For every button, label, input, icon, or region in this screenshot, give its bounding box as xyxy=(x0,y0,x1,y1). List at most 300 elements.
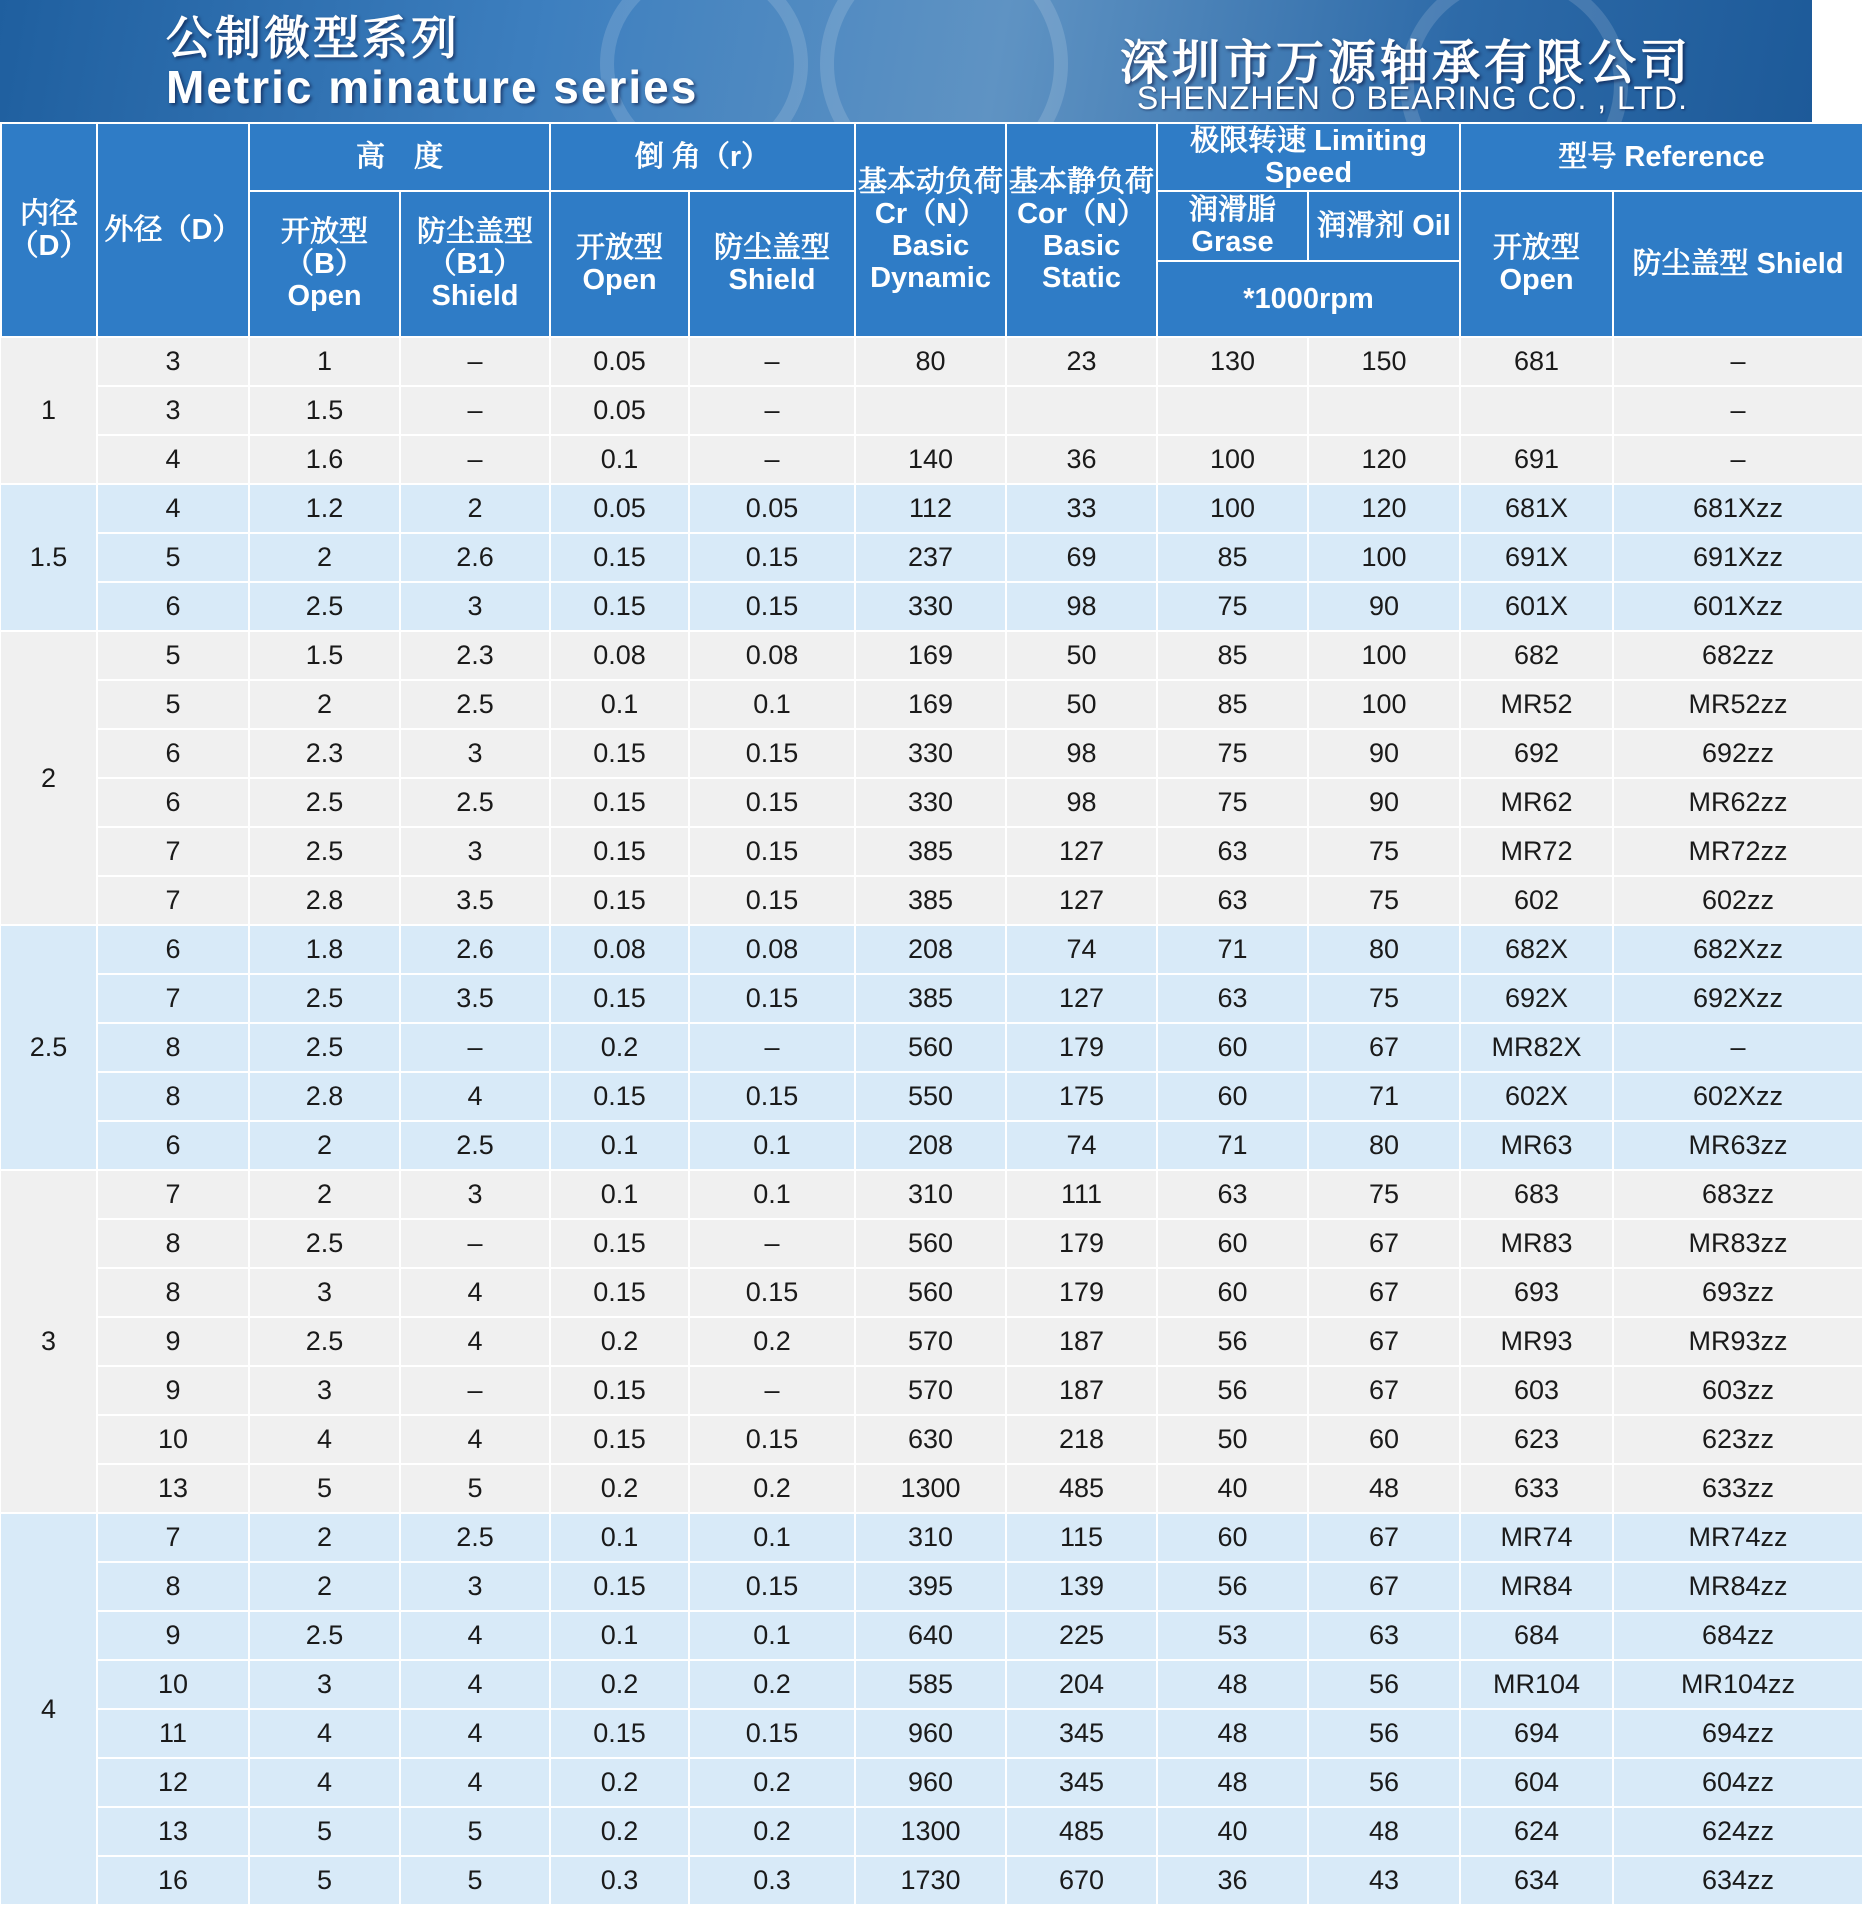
table-row xyxy=(1,1072,1863,1121)
cell-chamfer-shield: 0.1 xyxy=(689,1121,855,1170)
cell-ref-shield: 601Xzz xyxy=(1613,582,1863,631)
cell-height-open: 2.5 xyxy=(249,582,400,631)
cell-speed-oil: 67 xyxy=(1308,1366,1460,1415)
header-height-open: 开放型（B）Open xyxy=(249,191,400,337)
cell-height-shield: 5 xyxy=(400,1807,550,1856)
bearing-spec-table xyxy=(0,122,1864,1906)
cell-dynamic-load: 1300 xyxy=(855,1464,1006,1513)
cell-inner-diameter: 2 xyxy=(1,631,97,925)
cell-dynamic-load: 330 xyxy=(855,778,1006,827)
table-row xyxy=(1,1219,1863,1268)
cell-chamfer-open: 0.1 xyxy=(550,680,689,729)
cell-height-shield: 2.6 xyxy=(400,533,550,582)
cell-dynamic-load: 960 xyxy=(855,1709,1006,1758)
cell-chamfer-open: 0.1 xyxy=(550,1611,689,1660)
cell-dynamic-load: 560 xyxy=(855,1268,1006,1317)
cell-chamfer-shield: 0.3 xyxy=(689,1856,855,1905)
header-outer-diameter: 外径（D） xyxy=(97,123,249,337)
cell-outer-diameter: 6 xyxy=(97,925,249,974)
cell-chamfer-shield: 0.2 xyxy=(689,1660,855,1709)
cell-outer-diameter: 11 xyxy=(97,1709,249,1758)
cell-height-shield: 4 xyxy=(400,1268,550,1317)
cell-speed-grease: 48 xyxy=(1157,1660,1308,1709)
cell-ref-shield: MR72zz xyxy=(1613,827,1863,876)
cell-speed-grease: 63 xyxy=(1157,827,1308,876)
cell-speed-grease: 71 xyxy=(1157,1121,1308,1170)
cell-chamfer-shield: 0.15 xyxy=(689,1268,855,1317)
table-row xyxy=(1,484,1863,533)
cell-ref-shield: – xyxy=(1613,1023,1863,1072)
header-limiting-speed: 极限转速 Limiting Speed xyxy=(1157,123,1460,191)
cell-ref-open: 624 xyxy=(1460,1807,1613,1856)
table-row xyxy=(1,1464,1863,1513)
cell-chamfer-open: 0.05 xyxy=(550,484,689,533)
table-row xyxy=(1,1709,1863,1758)
cell-ref-open: MR82X xyxy=(1460,1023,1613,1072)
cell-speed-oil: 75 xyxy=(1308,974,1460,1023)
cell-static-load: 139 xyxy=(1006,1562,1157,1611)
series-title-cn: 公制微型系列 xyxy=(166,12,460,64)
cell-outer-diameter: 8 xyxy=(97,1023,249,1072)
cell-inner-diameter: 4 xyxy=(1,1513,97,1905)
cell-speed-oil: 56 xyxy=(1308,1660,1460,1709)
cell-speed-oil: 75 xyxy=(1308,1170,1460,1219)
cell-height-shield: 5 xyxy=(400,1464,550,1513)
cell-ref-shield: 602zz xyxy=(1613,876,1863,925)
cell-speed-grease: 63 xyxy=(1157,1170,1308,1219)
cell-height-shield: 2.5 xyxy=(400,778,550,827)
cell-speed-grease: 100 xyxy=(1157,484,1308,533)
cell-inner-diameter: 2.5 xyxy=(1,925,97,1170)
cell-static-load: 345 xyxy=(1006,1709,1157,1758)
cell-dynamic-load: 330 xyxy=(855,729,1006,778)
cell-speed-oil: 56 xyxy=(1308,1758,1460,1807)
cell-speed-grease: 56 xyxy=(1157,1562,1308,1611)
cell-outer-diameter: 4 xyxy=(97,435,249,484)
cell-ref-shield: 624zz xyxy=(1613,1807,1863,1856)
cell-chamfer-open: 0.2 xyxy=(550,1023,689,1072)
cell-speed-oil: 100 xyxy=(1308,631,1460,680)
cell-speed-grease xyxy=(1157,386,1308,435)
cell-speed-oil: 80 xyxy=(1308,1121,1460,1170)
cell-chamfer-shield: – xyxy=(689,1366,855,1415)
cell-height-shield: 2.5 xyxy=(400,1513,550,1562)
cell-ref-open: 623 xyxy=(1460,1415,1613,1464)
cell-static-load: 187 xyxy=(1006,1366,1157,1415)
header-chamfer: 倒 角（r） xyxy=(550,123,855,191)
company-name-cn: 深圳市万源轴承有限公司 xyxy=(1119,37,1692,90)
cell-static-load: 179 xyxy=(1006,1023,1157,1072)
cell-height-open: 3 xyxy=(249,1660,400,1709)
cell-chamfer-open: 0.2 xyxy=(550,1317,689,1366)
table-row xyxy=(1,680,1863,729)
cell-ref-shield: 604zz xyxy=(1613,1758,1863,1807)
cell-ref-open: 684 xyxy=(1460,1611,1613,1660)
cell-static-load: 74 xyxy=(1006,1121,1157,1170)
cell-ref-open: 681 xyxy=(1460,337,1613,386)
cell-dynamic-load: 310 xyxy=(855,1170,1006,1219)
cell-chamfer-shield: 0.1 xyxy=(689,1611,855,1660)
cell-speed-oil: 67 xyxy=(1308,1268,1460,1317)
cell-speed-oil: 90 xyxy=(1308,778,1460,827)
cell-height-open: 2 xyxy=(249,1513,400,1562)
cell-inner-diameter: 3 xyxy=(1,1170,97,1513)
cell-chamfer-open: 0.15 xyxy=(550,827,689,876)
cell-ref-open: 633 xyxy=(1460,1464,1613,1513)
cell-outer-diameter: 6 xyxy=(97,1121,249,1170)
header-reference: 型号 Reference xyxy=(1460,123,1863,191)
cell-chamfer-shield: 0.15 xyxy=(689,729,855,778)
cell-ref-shield: 694zz xyxy=(1613,1709,1863,1758)
cell-chamfer-shield: – xyxy=(689,435,855,484)
cell-height-shield: 2.5 xyxy=(400,680,550,729)
cell-dynamic-load: 395 xyxy=(855,1562,1006,1611)
cell-chamfer-open: 0.15 xyxy=(550,1268,689,1317)
cell-chamfer-shield: 0.2 xyxy=(689,1758,855,1807)
cell-speed-grease: 85 xyxy=(1157,680,1308,729)
cell-ref-open: MR74 xyxy=(1460,1513,1613,1562)
series-title-en: Metric minature series xyxy=(166,61,699,113)
cell-height-open: 5 xyxy=(249,1807,400,1856)
cell-speed-oil: 67 xyxy=(1308,1023,1460,1072)
cell-height-open: 4 xyxy=(249,1415,400,1464)
cell-outer-diameter: 6 xyxy=(97,729,249,778)
cell-height-open: 1.5 xyxy=(249,631,400,680)
cell-speed-grease: 75 xyxy=(1157,582,1308,631)
cell-height-open: 2.5 xyxy=(249,827,400,876)
cell-outer-diameter: 3 xyxy=(97,386,249,435)
cell-outer-diameter: 12 xyxy=(97,1758,249,1807)
cell-static-load: 111 xyxy=(1006,1170,1157,1219)
cell-ref-shield: 602Xzz xyxy=(1613,1072,1863,1121)
cell-outer-diameter: 10 xyxy=(97,1660,249,1709)
cell-height-open: 1.8 xyxy=(249,925,400,974)
cell-ref-open: MR62 xyxy=(1460,778,1613,827)
cell-dynamic-load: 630 xyxy=(855,1415,1006,1464)
table-row xyxy=(1,435,1863,484)
cell-ref-open: 693 xyxy=(1460,1268,1613,1317)
cell-chamfer-shield: 0.15 xyxy=(689,876,855,925)
table-row xyxy=(1,1023,1863,1072)
cell-chamfer-open: 0.2 xyxy=(550,1807,689,1856)
cell-height-shield: – xyxy=(400,435,550,484)
cell-ref-shield: 682zz xyxy=(1613,631,1863,680)
cell-dynamic-load: 1300 xyxy=(855,1807,1006,1856)
cell-outer-diameter: 9 xyxy=(97,1366,249,1415)
cell-height-shield: – xyxy=(400,1023,550,1072)
cell-height-open: 2.5 xyxy=(249,778,400,827)
cell-height-open: 1.6 xyxy=(249,435,400,484)
cell-outer-diameter: 5 xyxy=(97,680,249,729)
cell-ref-open: 604 xyxy=(1460,1758,1613,1807)
cell-chamfer-shield: 0.15 xyxy=(689,1709,855,1758)
cell-ref-shield: 683zz xyxy=(1613,1170,1863,1219)
cell-speed-grease: 71 xyxy=(1157,925,1308,974)
cell-height-open: 2.8 xyxy=(249,1072,400,1121)
cell-height-shield: 3.5 xyxy=(400,876,550,925)
cell-chamfer-shield: 0.15 xyxy=(689,533,855,582)
cell-speed-grease: 60 xyxy=(1157,1072,1308,1121)
cell-height-shield: 4 xyxy=(400,1072,550,1121)
cell-dynamic-load: 140 xyxy=(855,435,1006,484)
cell-height-open: 1 xyxy=(249,337,400,386)
cell-ref-shield: MR62zz xyxy=(1613,778,1863,827)
cell-static-load: 187 xyxy=(1006,1317,1157,1366)
cell-chamfer-open: 0.2 xyxy=(550,1758,689,1807)
cell-chamfer-shield: 0.2 xyxy=(689,1464,855,1513)
cell-static-load: 98 xyxy=(1006,778,1157,827)
cell-static-load: 69 xyxy=(1006,533,1157,582)
cell-outer-diameter: 7 xyxy=(97,1513,249,1562)
cell-chamfer-shield: – xyxy=(689,1023,855,1072)
cell-speed-oil xyxy=(1308,386,1460,435)
cell-static-load: 50 xyxy=(1006,631,1157,680)
cell-height-open: 1.5 xyxy=(249,386,400,435)
cell-ref-open: MR63 xyxy=(1460,1121,1613,1170)
cell-ref-shield: 684zz xyxy=(1613,1611,1863,1660)
cell-chamfer-shield: 0.15 xyxy=(689,1072,855,1121)
cell-speed-oil: 67 xyxy=(1308,1513,1460,1562)
header-speed-grease: 润滑脂 Grase xyxy=(1157,191,1308,261)
cell-chamfer-open: 0.1 xyxy=(550,1121,689,1170)
header-basic-dynamic-load: 基本动负荷 Cr（N）Basic Dynamic xyxy=(855,123,1006,337)
cell-speed-oil: 120 xyxy=(1308,435,1460,484)
cell-chamfer-shield: 0.1 xyxy=(689,680,855,729)
cell-height-shield: 3.5 xyxy=(400,974,550,1023)
cell-height-open: 2 xyxy=(249,533,400,582)
cell-ref-open: 694 xyxy=(1460,1709,1613,1758)
cell-ref-open: MR104 xyxy=(1460,1660,1613,1709)
cell-static-load: 179 xyxy=(1006,1219,1157,1268)
header-height-shield: 防尘盖型（B1）Shield xyxy=(400,191,550,337)
cell-dynamic-load: 960 xyxy=(855,1758,1006,1807)
header-ref-shield: 防尘盖型 Shield xyxy=(1613,191,1863,337)
cell-height-shield: 3 xyxy=(400,729,550,778)
cell-ref-open: 602X xyxy=(1460,1072,1613,1121)
cell-ref-open: MR83 xyxy=(1460,1219,1613,1268)
cell-chamfer-shield: 0.15 xyxy=(689,778,855,827)
table-row xyxy=(1,386,1863,435)
cell-speed-grease: 130 xyxy=(1157,337,1308,386)
cell-height-shield: 3 xyxy=(400,827,550,876)
table-row xyxy=(1,1366,1863,1415)
cell-static-load: 74 xyxy=(1006,925,1157,974)
cell-ref-shield: 681Xzz xyxy=(1613,484,1863,533)
cell-dynamic-load: 585 xyxy=(855,1660,1006,1709)
cell-dynamic-load: 570 xyxy=(855,1317,1006,1366)
table-row xyxy=(1,1758,1863,1807)
cell-ref-shield: 633zz xyxy=(1613,1464,1863,1513)
cell-speed-grease: 40 xyxy=(1157,1464,1308,1513)
cell-height-shield: 3 xyxy=(400,1170,550,1219)
cell-height-shield: – xyxy=(400,1366,550,1415)
cell-height-open: 2 xyxy=(249,1121,400,1170)
cell-outer-diameter: 8 xyxy=(97,1219,249,1268)
cell-ref-open: 601X xyxy=(1460,582,1613,631)
table-row xyxy=(1,1856,1863,1905)
header-basic-static-load: 基本静负荷 Cor（N）Basic Static xyxy=(1006,123,1157,337)
cell-speed-grease: 60 xyxy=(1157,1268,1308,1317)
cell-outer-diameter: 8 xyxy=(97,1562,249,1611)
table-row xyxy=(1,876,1863,925)
cell-static-load: 98 xyxy=(1006,582,1157,631)
cell-chamfer-open: 0.15 xyxy=(550,876,689,925)
cell-speed-grease: 60 xyxy=(1157,1513,1308,1562)
cell-ref-open: 602 xyxy=(1460,876,1613,925)
cell-chamfer-open: 0.15 xyxy=(550,1072,689,1121)
cell-static-load: 36 xyxy=(1006,435,1157,484)
cell-chamfer-shield: 0.1 xyxy=(689,1170,855,1219)
cell-chamfer-shield: – xyxy=(689,386,855,435)
cell-ref-shield: MR52zz xyxy=(1613,680,1863,729)
table-row xyxy=(1,1611,1863,1660)
cell-chamfer-open: 0.08 xyxy=(550,925,689,974)
table-row xyxy=(1,925,1863,974)
cell-static-load: 670 xyxy=(1006,1856,1157,1905)
cell-speed-oil: 67 xyxy=(1308,1219,1460,1268)
cell-chamfer-shield: 0.15 xyxy=(689,582,855,631)
cell-height-open: 3 xyxy=(249,1366,400,1415)
cell-chamfer-open: 0.3 xyxy=(550,1856,689,1905)
header-ref-open: 开放型 Open xyxy=(1460,191,1613,337)
cell-height-open: 2.8 xyxy=(249,876,400,925)
cell-ref-open: 603 xyxy=(1460,1366,1613,1415)
cell-chamfer-open: 0.15 xyxy=(550,1709,689,1758)
cell-chamfer-shield: 0.1 xyxy=(689,1513,855,1562)
cell-dynamic-load: 550 xyxy=(855,1072,1006,1121)
cell-chamfer-shield: 0.15 xyxy=(689,1562,855,1611)
cell-height-open: 2.5 xyxy=(249,974,400,1023)
cell-outer-diameter: 9 xyxy=(97,1317,249,1366)
cell-height-open: 2.5 xyxy=(249,1317,400,1366)
cell-dynamic-load: 560 xyxy=(855,1219,1006,1268)
cell-chamfer-open: 0.15 xyxy=(550,1366,689,1415)
cell-speed-oil: 120 xyxy=(1308,484,1460,533)
cell-dynamic-load: 208 xyxy=(855,925,1006,974)
header-speed-oil: 润滑剂 Oil xyxy=(1308,191,1460,261)
cell-chamfer-open: 0.08 xyxy=(550,631,689,680)
cell-chamfer-open: 0.1 xyxy=(550,435,689,484)
cell-dynamic-load: 640 xyxy=(855,1611,1006,1660)
cell-speed-grease: 56 xyxy=(1157,1317,1308,1366)
cell-dynamic-load: 385 xyxy=(855,876,1006,925)
cell-speed-grease: 100 xyxy=(1157,435,1308,484)
cell-ref-open: 682X xyxy=(1460,925,1613,974)
cell-speed-grease: 63 xyxy=(1157,876,1308,925)
cell-chamfer-open: 0.05 xyxy=(550,337,689,386)
cell-speed-oil: 71 xyxy=(1308,1072,1460,1121)
cell-static-load: 225 xyxy=(1006,1611,1157,1660)
cell-inner-diameter: 1.5 xyxy=(1,484,97,631)
cell-dynamic-load xyxy=(855,386,1006,435)
cell-speed-grease: 48 xyxy=(1157,1758,1308,1807)
cell-chamfer-shield: 0.15 xyxy=(689,827,855,876)
cell-ref-shield: 691Xzz xyxy=(1613,533,1863,582)
cell-speed-grease: 53 xyxy=(1157,1611,1308,1660)
cell-ref-shield: 623zz xyxy=(1613,1415,1863,1464)
cell-height-shield: 4 xyxy=(400,1660,550,1709)
cell-chamfer-open: 0.15 xyxy=(550,778,689,827)
cell-speed-grease: 50 xyxy=(1157,1415,1308,1464)
header-chamfer-shield: 防尘盖型 Shield xyxy=(689,191,855,337)
cell-ref-open: MR93 xyxy=(1460,1317,1613,1366)
cell-dynamic-load: 560 xyxy=(855,1023,1006,1072)
cell-chamfer-open: 0.15 xyxy=(550,1415,689,1464)
cell-speed-oil: 150 xyxy=(1308,337,1460,386)
cell-static-load: 127 xyxy=(1006,974,1157,1023)
cell-ref-open: 692X xyxy=(1460,974,1613,1023)
cell-chamfer-open: 0.1 xyxy=(550,1170,689,1219)
cell-static-load: 485 xyxy=(1006,1807,1157,1856)
cell-speed-grease: 40 xyxy=(1157,1807,1308,1856)
cell-ref-shield: 692zz xyxy=(1613,729,1863,778)
cell-ref-shield: MR84zz xyxy=(1613,1562,1863,1611)
cell-height-open: 2.3 xyxy=(249,729,400,778)
cell-outer-diameter: 16 xyxy=(97,1856,249,1905)
cell-outer-diameter: 8 xyxy=(97,1072,249,1121)
cell-ref-shield: MR104zz xyxy=(1613,1660,1863,1709)
cell-height-open: 2.5 xyxy=(249,1611,400,1660)
cell-ref-shield: 692Xzz xyxy=(1613,974,1863,1023)
cell-speed-oil: 67 xyxy=(1308,1317,1460,1366)
cell-speed-oil: 67 xyxy=(1308,1562,1460,1611)
cell-height-open: 2 xyxy=(249,680,400,729)
cell-outer-diameter: 5 xyxy=(97,631,249,680)
cell-height-shield: 4 xyxy=(400,1415,550,1464)
cell-chamfer-shield: 0.05 xyxy=(689,484,855,533)
table-row xyxy=(1,1513,1863,1562)
cell-speed-oil: 100 xyxy=(1308,680,1460,729)
cell-speed-oil: 48 xyxy=(1308,1807,1460,1856)
cell-dynamic-load: 570 xyxy=(855,1366,1006,1415)
cell-height-open: 4 xyxy=(249,1758,400,1807)
cell-outer-diameter: 9 xyxy=(97,1611,249,1660)
cell-height-open: 3 xyxy=(249,1268,400,1317)
cell-chamfer-shield: 0.08 xyxy=(689,631,855,680)
cell-dynamic-load: 385 xyxy=(855,827,1006,876)
cell-dynamic-load: 237 xyxy=(855,533,1006,582)
header-height: 高 度 xyxy=(249,123,550,191)
cell-speed-grease: 85 xyxy=(1157,533,1308,582)
header-chamfer-open: 开放型 Open xyxy=(550,191,689,337)
cell-ref-open: 683 xyxy=(1460,1170,1613,1219)
cell-speed-grease: 48 xyxy=(1157,1709,1308,1758)
table-row xyxy=(1,1170,1863,1219)
cell-outer-diameter: 13 xyxy=(97,1807,249,1856)
table-row xyxy=(1,533,1863,582)
cell-height-open: 2 xyxy=(249,1562,400,1611)
table-row xyxy=(1,1415,1863,1464)
cell-ref-shield: MR63zz xyxy=(1613,1121,1863,1170)
cell-speed-oil: 100 xyxy=(1308,533,1460,582)
cell-static-load: 33 xyxy=(1006,484,1157,533)
cell-height-shield: 4 xyxy=(400,1709,550,1758)
cell-outer-diameter: 6 xyxy=(97,778,249,827)
cell-speed-grease: 36 xyxy=(1157,1856,1308,1905)
cell-static-load: 204 xyxy=(1006,1660,1157,1709)
cell-speed-grease: 63 xyxy=(1157,974,1308,1023)
cell-speed-grease: 75 xyxy=(1157,778,1308,827)
cell-speed-oil: 63 xyxy=(1308,1611,1460,1660)
header-speed-unit: *1000rpm xyxy=(1157,261,1460,337)
cell-height-shield: 2.5 xyxy=(400,1121,550,1170)
cell-dynamic-load: 1730 xyxy=(855,1856,1006,1905)
cell-static-load: 98 xyxy=(1006,729,1157,778)
cell-outer-diameter: 7 xyxy=(97,827,249,876)
cell-chamfer-open: 0.15 xyxy=(550,1219,689,1268)
cell-outer-diameter: 3 xyxy=(97,337,249,386)
cell-speed-grease: 85 xyxy=(1157,631,1308,680)
